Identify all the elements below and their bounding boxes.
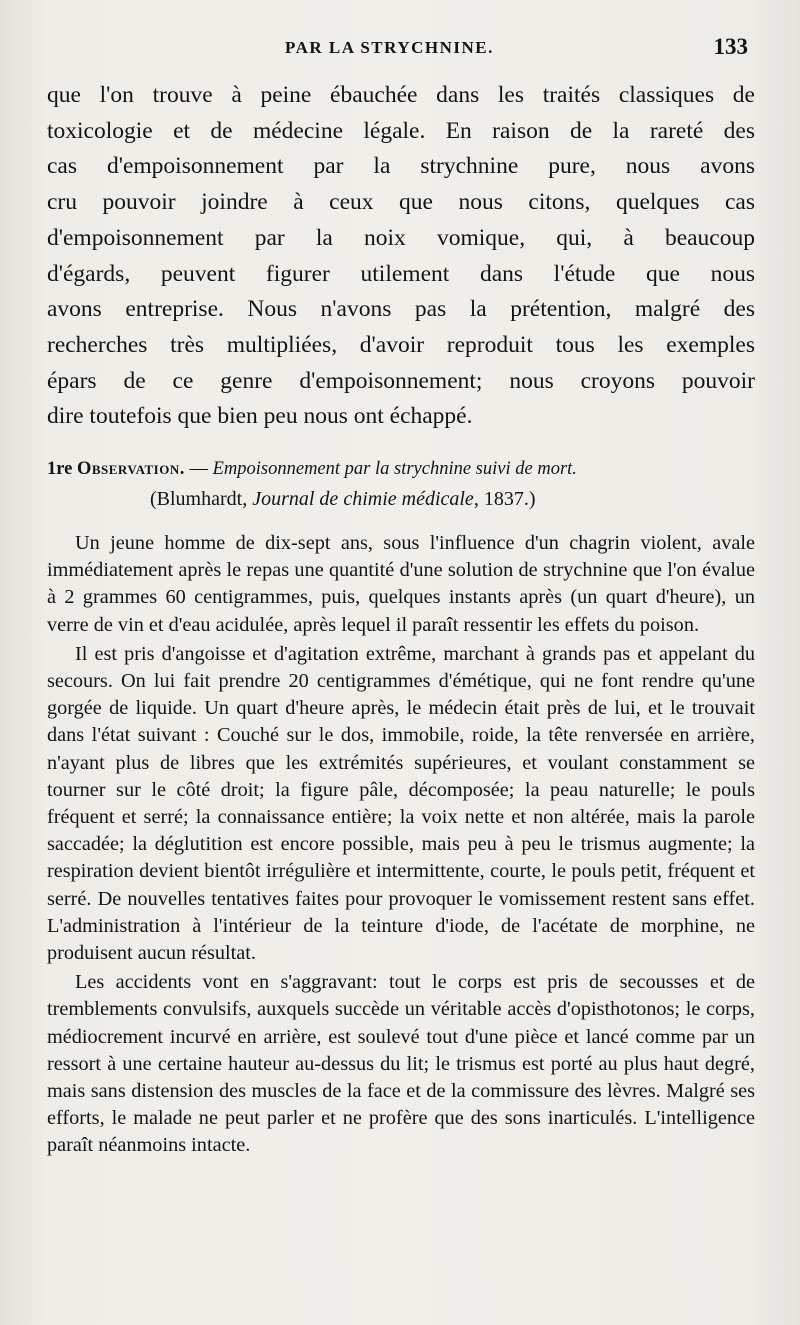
observation-source-line — [150, 483, 755, 515]
page-number: 133 — [713, 34, 748, 59]
text-line: cru pouvoir joindre à ceux que nous citons, quelques cas — [47, 189, 755, 216]
observation-title: Empoisonnement par la strychnine suivi de mort. — [212, 459, 577, 479]
text-line: épars de ce genre d'empoisonnement; nous croyons pouvoir — [47, 367, 755, 394]
body-paragraph — [47, 641, 755, 967]
paragraph-text: Il est pris d'angoisse et d'agitation extrême, marchant à grands pas et appelant du secours. On lui fait prendre 20 centigrammes d'émétique, qui ne font rendre qu'une gorgée de liquide. Un quart d'heure après, le médecin était près de lui, et le trouvait dans l'état suivant : Couché sur le dos, immobile, roide, la tête renversée en arrière, n'ayant plus de libres que les extrémités supérieures, et voulant constamment se tourner sur le côté droit; la figure pâle, décomposée; la peau naturelle; le pouls fréquent et serré; la connaissance entière; la voix nette et non altérée, mais la parole saccadée; la déglutition est encore possible, mais peu à peu le trismus augmente; la respiration devient bientôt irrégulière et intermittente, courte, le pouls petit, fréquent et serré. De nouvelles tentatives faites pour provoquer le vomissement restent sans effet. L'administration à l'intérieur de la teinture d'iode, de l'acétate de morphine, ne produisent aucun résultat. — [47, 642, 755, 965]
text-line: recherches très multipliées, d'avoir reproduit tous les exemples — [47, 331, 755, 358]
observation-label: Observation. — [76, 459, 185, 479]
observation-title-line — [47, 455, 755, 483]
text-line: d'empoisonnement par la noix vomique, qui, à beaucoup — [47, 224, 755, 251]
source-open: (Blumhardt, — [150, 488, 253, 510]
journal-name: Journal de chimie médicale — [252, 488, 474, 510]
intro-paragraph — [47, 78, 755, 435]
text-line: que l'on trouve à peine ébauchée dans les traités classiques de — [47, 82, 755, 108]
observation-body — [47, 530, 755, 1162]
text-line: d'égards, peuvent figurer utilement dans l'étude que nous — [47, 260, 755, 287]
text-line: avons entreprise. Nous n'avons pas la prétention, malgré des — [47, 296, 755, 323]
observation-number: 1re — [47, 459, 73, 479]
text-line: cas d'empoisonnement par la strychnine pure, nous avons — [47, 153, 755, 180]
body-paragraph — [47, 530, 755, 639]
observation-heading — [47, 455, 755, 515]
text-line: dire toutefois que bien peu nous ont échappé. — [47, 403, 473, 430]
paragraph-text: Un jeune homme de dix-sept ans, sous l'influence d'un chagrin violent, avale immédiatement après le repas une quantité d'une solution de strychnine que l'on évalue à 2 grammes 60 centigrammes, puis, quelques instants après (un quart d'heure), un verre de vin et d'eau acidulée, après lequel il paraît ressentir les effets du poison. — [47, 532, 755, 636]
text-line: toxicologie et de médecine légale. En raison de la rareté des — [47, 117, 755, 144]
running-title: PAR LA STRYCHNINE. — [285, 38, 494, 57]
observation-dash: — — [184, 459, 213, 479]
body-paragraph — [47, 969, 755, 1159]
source-close: , 1837.) — [473, 488, 536, 510]
paragraph-text: Les accidents vont en s'aggravant: tout le corps est pris de secousses et de tremblements convulsifs, auxquels succède un véritable accès d'opisthotonos; le corps, médiocrement incurvé en arrière, est soulevé tout d'une pièce et lancé comme par un ressort à une certaine hauteur au-dessus du lit; le trismus est porté au plus haut degré, mais sans distension des muscles de la face et de la commissure des lèvres. Malgré ses efforts, le malade ne peut parler et ne profère que des sons inarticulés. L'intelligence paraît néanmoins intacte. — [47, 971, 755, 1157]
page-header — [0, 34, 800, 68]
